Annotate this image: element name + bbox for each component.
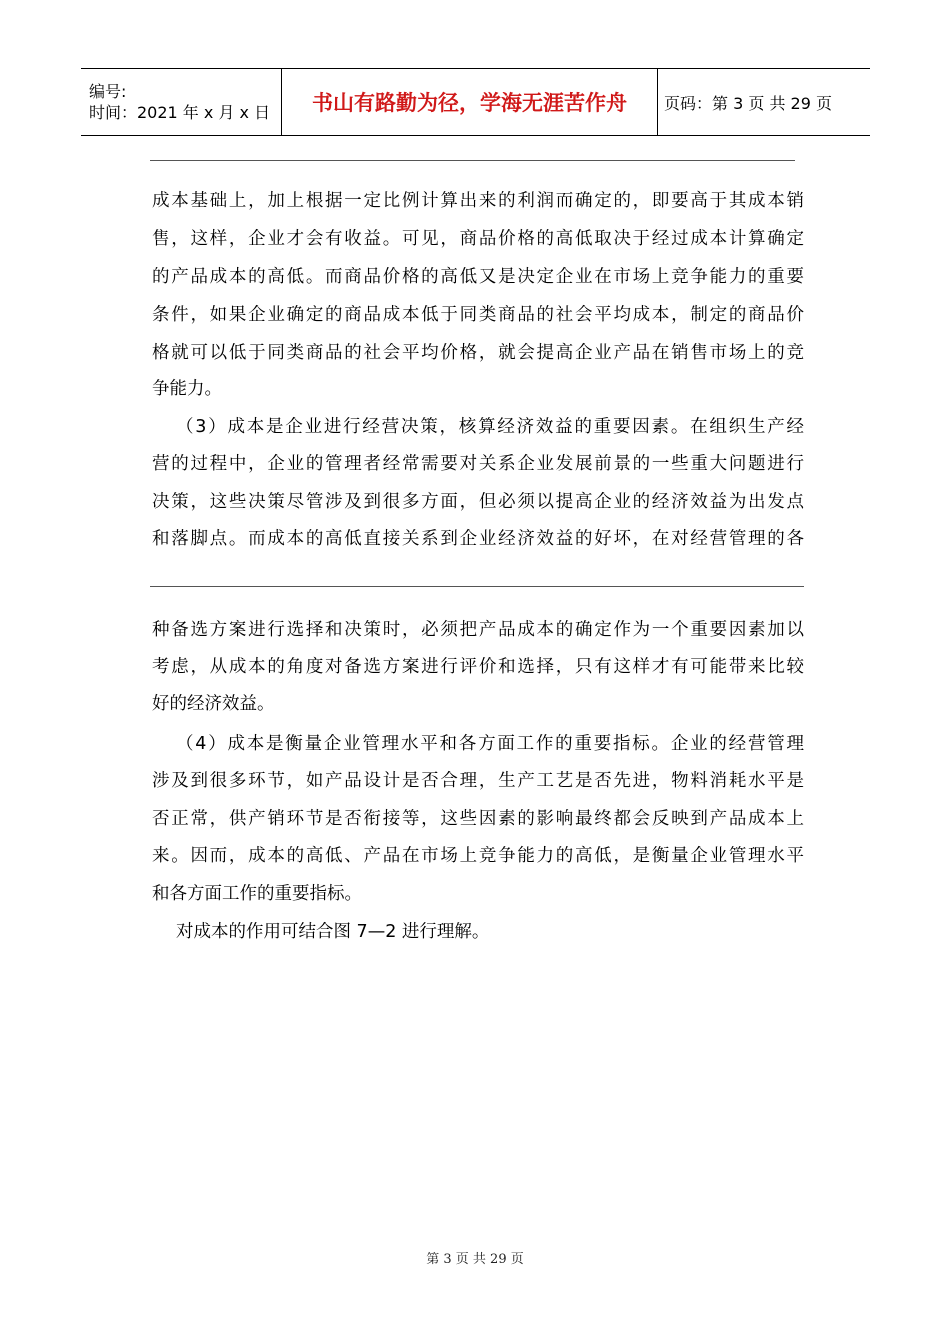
page-break-divider xyxy=(150,586,804,587)
body-line: （4）成本是衡量企业管理水平和各方面工作的重要指标。企业的经营管理 xyxy=(176,734,804,754)
body-line: 决策，这些决策尽管涉及到很多方面，但必须以提高企业的经济效益为出发点 xyxy=(152,492,804,512)
header-meta xyxy=(81,69,281,135)
top-divider xyxy=(150,160,795,161)
page-footer: 第 3 页 共 29 页 xyxy=(426,1252,524,1267)
body-line: 格就可以低于同类商品的社会平均价格，就会提高企业产品在销售市场上的竞 xyxy=(152,343,804,363)
body-line: 的产品成本的高低。而商品价格的高低又是决定企业在市场上竞争能力的重要 xyxy=(152,267,804,287)
body-line: 来。因而，成本的高低、产品在市场上竞争能力的高低，是衡量企业管理水平 xyxy=(152,846,804,866)
header-page-number: 页码：第 3 页 共 29 页 xyxy=(664,93,832,113)
body-line: 成本基础上，加上根据一定比例计算出来的利润而确定的，即要高于其成本销 xyxy=(152,191,804,211)
body-line: 涉及到很多环节，如产品设计是否合理，生产工艺是否先进，物料消耗水平是 xyxy=(152,771,804,791)
body-line: 争能力。 xyxy=(152,379,222,399)
header-motto-cell xyxy=(281,69,658,135)
body-line: 好的经济效益。 xyxy=(152,694,275,714)
body-line: 对成本的作用可结合图 7—2 进行理解。 xyxy=(176,922,490,942)
document-number-label: 编号: xyxy=(89,82,127,101)
body-line: 条件，如果企业确定的商品成本低于同类商品的社会平均成本，制定的商品价 xyxy=(152,305,804,325)
document-date: 时间：2021 年 x 月 x 日 xyxy=(89,103,271,122)
body-line: （3）成本是企业进行经营决策，核算经济效益的重要因素。在组织生产经 xyxy=(176,417,804,437)
body-line: 售，这样，企业才会有收益。可见，商品价格的高低取决于经过成本计算确定 xyxy=(152,229,804,249)
body-line: 考虑，从成本的角度对备选方案进行评价和选择，只有这样才有可能带来比较 xyxy=(152,657,804,677)
page-header xyxy=(81,68,870,136)
body-line: 营的过程中，企业的管理者经常需要对关系企业发展前景的一些重大问题进行 xyxy=(152,454,804,474)
body-line: 种备选方案进行选择和决策时，必须把产品成本的确定作为一个重要因素加以 xyxy=(152,620,804,640)
header-motto: 书山有路勤为径，学海无涯苦作舟 xyxy=(312,90,627,115)
body-line: 否正常，供产销环节是否衔接等，这些因素的影响最终都会反映到产品成本上 xyxy=(152,809,804,829)
header-page-cell xyxy=(658,69,870,135)
body-line: 和落脚点。而成本的高低直接关系到企业经济效益的好坏，在对经营管理的各 xyxy=(152,529,804,549)
body-line: 和各方面工作的重要指标。 xyxy=(152,884,362,904)
